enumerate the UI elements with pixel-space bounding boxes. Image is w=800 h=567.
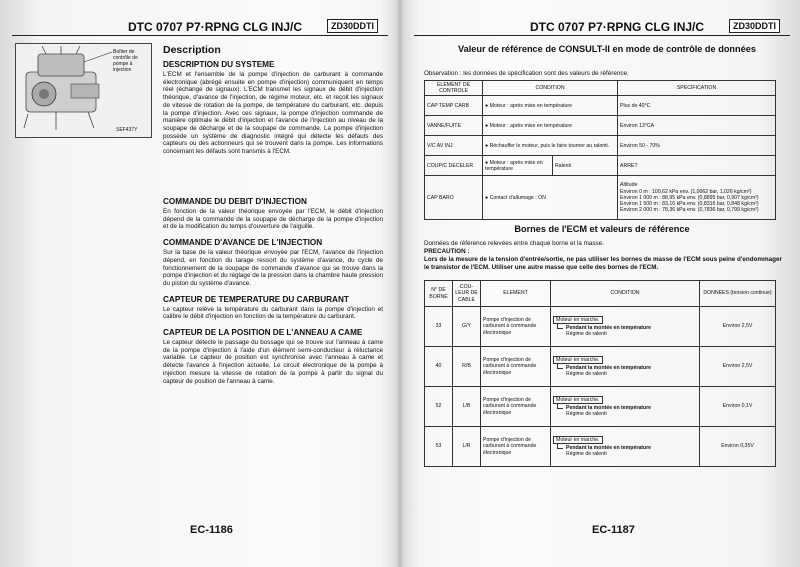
col-header: ELEMENT DE CONTROLE: [425, 81, 483, 96]
col-header: CONDITION: [551, 281, 700, 307]
col-header: COU-LEUR DE CABLE: [453, 281, 481, 307]
section-title: DESCRIPTION DU SYSTEME: [163, 60, 275, 69]
spec-line: Environ 0 m : 100,62 kPa env. (1,0062 bar, 1,026 kg/cm²): [620, 188, 752, 195]
precaution-text: Lors de la mesure de la tension d'entrée/sortie, ne pas utiliser les bornes de masse de l'ECM sous peine d'endommager le transistor de l'ECM. Utiliser une autre masse que celle des bornes de l'ECM.: [424, 256, 782, 271]
table-row: [425, 96, 776, 116]
header-rule: [414, 35, 790, 36]
cell-color: L/R: [453, 427, 481, 467]
cell-item: CAP BARO: [425, 176, 483, 220]
header-title: DTC 0707 P7·RPNG CLG INJ/C: [530, 20, 705, 34]
cell-terminal: 53: [425, 427, 453, 467]
cell-color: R/B: [453, 347, 481, 387]
cell-item: VANNE/FUITE: [425, 116, 483, 136]
consult-title: Valeur de référence de CONSULT-II en mode de contrôle de données: [458, 44, 756, 54]
cell-condition: ● Contact d'allumage : ON: [483, 176, 618, 220]
spec-line: Environ 1 500 m : 83,16 kPa env. (0,8316 bar, 0,848 kg/cm²): [620, 201, 759, 207]
injection-pump-figure: [15, 43, 152, 138]
cell-condition: ● Réchauffer le moteur, puis le faire tourner au ralenti.: [483, 136, 618, 156]
spec-line: Environ 1 000 m : 88,95 kPa env. (0,8895 bar, 0,907 kg/cm²): [620, 194, 759, 201]
cell-spec: [618, 176, 776, 220]
cell-spec: Environ 13°CA: [618, 116, 776, 136]
section-text: Le capteur relève la température du carburant dans la pompe d'injection et calibre le débit d'injection en fonction de la température du carburant.: [163, 305, 383, 321]
cond-text: Régime de ralenti: [566, 451, 607, 458]
figure-callout: Boîtier de contrôle de pompe à injection: [113, 49, 138, 73]
cell-element: Pompe d'injection de carburant à commande électronique: [481, 387, 551, 427]
cell-data: Environ 0,35V: [700, 427, 776, 467]
section-text: Sur la base de la valeur théorique envoyée par l'ECM, l'avance de l'injection dépend, en fonction du tarage ressort du système d'avance, du cycle de fonctionnement de la soupape de commande d'avance qui se trouve dans la pompe d'injection et du réglage de la pression dans la chambre haute pression du piston du système d'avance.: [163, 249, 383, 287]
col-header: CONDITION: [483, 81, 618, 96]
header-badge: ZD30DDTI: [729, 19, 780, 33]
terminals-note: Données de référence relevées entre chaque borne et la masse.: [424, 240, 604, 247]
cell-data: Environ 0,1V: [700, 387, 776, 427]
col-header: SPECIFICATION: [618, 81, 776, 96]
table-header-row: [425, 281, 776, 307]
header-title: DTC 0707 P7·RPNG CLG INJ/C: [128, 20, 303, 34]
spec-line: Environ 2 000 m : 78,36 kPa env. (0,7836 bar, 0,799 kg/cm²): [620, 207, 759, 214]
cond-box: Moteur en marche.: [553, 356, 603, 364]
cell-condition: [551, 427, 700, 467]
cell-condition: ● Moteur : après mise en température: [483, 96, 618, 116]
cell-terminal: 33: [425, 307, 453, 347]
cell-color: G/Y: [453, 307, 481, 347]
col-header: DONNEES (tension continue): [700, 281, 776, 307]
cell-item: CAP TEMP CARB: [425, 96, 483, 116]
cell-spec: ARRET: [618, 156, 776, 176]
col-header: ELEMENT: [481, 281, 551, 307]
header-badge: ZD30DDTI: [327, 19, 378, 33]
spec-line: Altitude: [620, 182, 638, 189]
cell-element: Pompe d'injection de carburant à commande électronique: [481, 427, 551, 467]
table-row: [425, 136, 776, 156]
cond-text: Régime de ralenti: [566, 331, 607, 338]
cell-item: COUP/C DECELER: [425, 156, 483, 176]
cond-text: Pendant la montée en température: [566, 444, 652, 451]
cell-item: V/C AV INJ: [425, 136, 483, 156]
cell-condition: ● Moteur : après mise en température: [483, 156, 553, 176]
section-title: CAPTEUR DE TEMPERATURE DU CARBURANT: [163, 294, 349, 304]
cell-condition: [551, 307, 700, 347]
section-title: COMMANDE D'AVANCE DE L'INJECTION: [163, 238, 323, 248]
cell-color: L/B: [453, 387, 481, 427]
cond-text: Régime de ralenti: [566, 411, 607, 418]
cond-text: Pendant la montée en température: [566, 364, 652, 371]
table-row: [425, 427, 776, 467]
table-row: [425, 176, 776, 220]
consult-reference-table: [424, 80, 776, 220]
table-header-row: [425, 81, 776, 96]
precaution-label: PRECAUTION :: [424, 248, 470, 255]
cell-spec: Plus de 40°C: [618, 96, 776, 116]
ecm-terminals-table: [424, 280, 776, 467]
cond-text: Pendant la montée en température: [566, 324, 652, 331]
left-page: [0, 0, 398, 567]
cell-terminal: 52: [425, 387, 453, 427]
cell-element: Pompe d'injection de carburant à commande électronique: [481, 347, 551, 387]
cell-element: Pompe d'injection de carburant à commande électronique: [481, 307, 551, 347]
description-title: Description: [163, 44, 221, 56]
cell-condition: ● Moteur : après mise en température: [483, 116, 618, 136]
page-number: EC-1186: [190, 524, 233, 536]
cond-box: Moteur en marche.: [553, 316, 603, 324]
section-title: CAPTEUR DE LA POSITION DE L'ANNEAU A CAME: [163, 328, 363, 338]
table-row: [425, 347, 776, 387]
section-text: L'ECM et l'ensemble de la pompe d'injection de carburant à commande électronique (abrégé ensuite en pompe d'injection) communiquent en temps réel (échange de signaux). L'ECM transmet les signaux de débit d'injection théorique, d'avance de l'injection, de régime moteur, etc. et reçoit les signaux de vitesse de rotation de la pompe, de température du carburant, etc. depuis la pompe d'injection. Avec ces signaux, la pompe d'injection commande de manière optimale le débit d'injection et l'avance de l'injection au niveau de la soupape de décharge et de la soupape de commande. La pompe d'injection possède un système de diagnostic intégré qui détecte les défauts des capteurs ou des actionneurs qui se trouvent dans la pompe. Les informations concernant les défauts sont transmis à l'ECM.: [163, 71, 383, 156]
cond-box: Moteur en marche.: [553, 396, 603, 404]
ecm-terminals-title: Bornes de l'ECM et valeurs de référence: [514, 224, 690, 234]
cell-condition: [551, 387, 700, 427]
cell-terminal: 40: [425, 347, 453, 387]
description-column: [163, 44, 383, 156]
cond-text: Régime de ralenti: [566, 371, 607, 378]
page-number: EC-1187: [592, 524, 635, 536]
figure-ref: SEF437Y: [116, 127, 138, 133]
table-row: [425, 387, 776, 427]
section-text: Le capteur détecte le passage du bossage qui se trouve sur l'anneau à came de la pompe d'injection à l'aide d'un élément semi-conducteur à réluctance variable. Le capteur de position est synchronisé avec l'anneau à came et détecte l'avance à l'injection actuelle. Le circuit électronique de la pompe à injection mesure la vitesse de rotation de la pompe à partir du signal du capteur de position de l'anneau à came.: [163, 339, 383, 385]
cell-spec: Environ 50 - 70%: [618, 136, 776, 156]
cell-data: Environ 2,5V: [700, 347, 776, 387]
spec-note: Observation : les données de spécification sont des valeurs de référence.: [424, 70, 629, 77]
cond-text: Pendant la montée en température: [566, 404, 652, 411]
table-row: [425, 307, 776, 347]
sections-block: [163, 190, 383, 385]
cell-data: Environ 2,5V: [700, 307, 776, 347]
section-text: En fonction de la valeur théorique envoyée par l'ECM, le débit d'injection dépend de la commande de la soupape de décharge de la pompe d'injection et de la modification du temps d'ouverture de l'aiguille.: [163, 208, 383, 231]
header-rule: [12, 35, 388, 36]
cell-condition-extra: Ralenti: [553, 156, 618, 176]
table-row: [425, 156, 776, 176]
col-header: N° DE BORNE: [425, 281, 453, 307]
cond-box: Moteur en marche.: [553, 436, 603, 444]
section-title: COMMANDE DU DEBIT D'INJECTION: [163, 197, 307, 206]
cell-condition: [551, 347, 700, 387]
table-row: [425, 116, 776, 136]
